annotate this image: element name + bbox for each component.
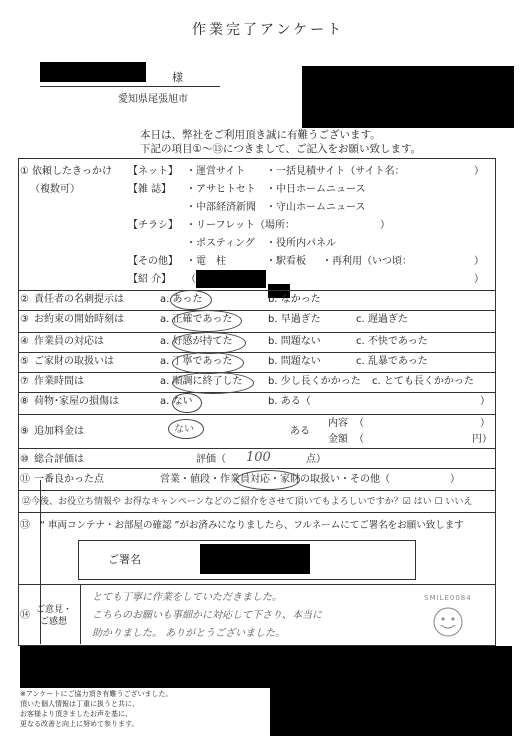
question-number: ④ [20,336,29,347]
q1-label: 依頼したきっかけ [32,166,112,177]
comment-line-2: こちらのお願いも事細かに対応して下さり、本当に [92,610,322,621]
option-a: a. 正確であった [160,314,233,325]
net-option-1: ・運営サイト [186,166,246,177]
option-b: b. なかった [268,294,321,305]
selection-circle [172,372,254,394]
question-label: 作業員の対応は [34,336,104,347]
q10-hyouka: 評価（ [196,454,226,465]
option-c: c. とても長くかかった [372,376,474,387]
row-divider [18,290,495,291]
q11-number: ⑪ [20,474,30,485]
row-divider [18,490,495,491]
intro-line-1: 本日は、弊社をご利用頂き誠に有難うございます。 [140,129,381,141]
row-divider [18,512,495,513]
row-divider [18,352,495,353]
row-divider [18,332,495,333]
other-option-3: ・再利用（いつ頃： [322,256,412,267]
question-label: お約束の開始時刻は [34,314,124,325]
redacted-footer-block-2 [270,688,512,736]
redacted-referral-name [196,270,266,288]
comment-line-1: とても丁寧に作業をしていただきました。 [92,592,282,603]
other-close: ） [474,256,484,267]
option-a: a. 丁寧であった [160,356,233,367]
row-divider [18,448,495,449]
q10-score: 100 [246,450,271,465]
q13-text: “ 車両コンテナ・お部屋の確認 ”がお済みになりましたら、フルネームにてご署名をお願い致します [40,520,464,531]
q9-open-2: （ [354,434,364,445]
smile-stamp-text: SMILE0084 [424,594,472,602]
q9-naiyou: 内容 [328,418,348,429]
q9-aru: ある [290,426,310,437]
selection-circle [236,470,300,490]
q10-ten: 点） [306,454,326,465]
mag-option-4: ・守山ホームニュース [266,202,366,213]
customer-address: 愛知県尾張旭市 [118,94,188,105]
q9-close-2: 円） [472,434,492,445]
q12-text: ⑫今後、お役立ち情報や お得なキャンペーンなどのご紹介をさせて頂いてもよろしいですか？☑ はい ☐ いいえ [22,497,473,507]
flyer-close: ） [380,220,390,231]
other-option-1: ・電 柱 [186,256,226,267]
row-divider [18,414,495,415]
q14-label-1: ご意見・ [36,605,73,615]
other-option-2: ・駅看板 [266,256,306,267]
q11-options: 営業・値段・作業員対応・家財の取扱い・その他（ ） [160,474,460,485]
option-c: c. 乱暴であった [356,356,428,367]
name-underline [40,86,220,87]
net-close: ） [474,166,484,177]
flyer-option-2: ・ポスティング [186,238,255,249]
option-b: b. 問題ない [268,336,321,347]
option-c: c. 不快であった [356,336,428,347]
option-b: b. 少し長くかかった [268,376,361,387]
question-number: ③ [20,314,29,325]
redacted-footer-block [20,646,512,688]
question-label: 荷物･家屋の損傷は [34,396,119,407]
q9-handwritten-none: ない [174,424,194,435]
option-a: a. ない [160,396,193,407]
cat-referral: 【紹 介】 [128,274,172,285]
mag-option-3: ・中部経済新聞 [186,202,256,213]
row-divider [18,310,495,311]
option-a: a. 好感が持てた [160,336,233,347]
row-divider [18,468,495,469]
mag-option-1: ・アサヒトセト [186,184,256,195]
comment-line-3: 助かりました。 ありがとうございました。 [92,628,286,639]
redacted-customer-name [40,62,146,82]
row-divider [18,392,495,393]
selection-circle [172,332,246,354]
q14-number: ⑭ [20,610,30,621]
cat-net: 【ネット】 [128,166,178,177]
q1-sublabel: （複数可） [30,184,80,195]
q9-label: 追加料金は [34,426,84,437]
page-title: 作業完了アンケート [192,22,345,38]
selection-circle [172,310,242,332]
redacted-company-block [302,66,514,128]
q1-number: ① [20,166,29,177]
q9-kingaku: 金額 [328,434,348,445]
option-c: c. 遅過ぎた [356,314,408,325]
honorific: 様 [172,71,183,84]
net-option-2: ・一括見積サイト（サイト名： [266,166,405,177]
question-number: ⑦ [20,376,29,387]
redacted-signature [200,544,310,574]
signature-label: ご署名 [108,553,141,566]
question-number: ⑧ [20,396,29,407]
footer-line-3: お客様より頂きましたお声を基に、 [20,710,132,718]
q11-label: 一番良かった点 [34,474,104,485]
q10-number: ⑩ [20,454,29,465]
option-b: b. 問題ない [268,356,321,367]
referral-close: ） [474,274,484,285]
option-a: a. 順調に終了した [160,376,243,387]
question-number: ⑤ [20,356,29,367]
option-a: a. あった [160,294,203,305]
row-divider [18,584,495,585]
q9-open-1: （ [354,418,364,429]
mag-option-2: ・中日ホームニュース [266,184,366,195]
q9-close-1: ） [480,418,490,429]
footer-line-2: 頂いた個人情報は丁重に扱うと共に、 [20,700,139,708]
intro-line-2: 下記の項目①～⑬につきまして、ご記入をお願い致します。 [140,143,422,155]
q14-label-2: ご感想 [40,617,68,627]
selection-circle [170,290,212,310]
referral-open: （ [186,274,196,285]
comment-divider [80,584,81,644]
selection-circle [172,393,202,413]
option-c: ） [480,396,490,407]
question-label: 責任者の名刺提示は [34,294,124,305]
cat-other: 【その他】 [128,256,178,267]
flyer-option-1: ・リーフレット（場所： [186,220,295,231]
question-label: ご家財の取扱いは [34,356,114,367]
footer-line-1: ※アンケートにご協力頂き有難うございました。 [20,690,173,698]
cat-flyer: 【チラシ】 [128,220,178,231]
cat-magazine: 【雑 誌】 [128,184,172,195]
option-b: b. ある（ [268,396,311,407]
smile-stamp [416,592,480,640]
q9-number: ⑨ [20,426,29,437]
footer-line-4: 更なる改善と向上に努めて参ります。 [20,720,139,728]
question-number: ② [20,294,29,305]
selection-circle [172,352,244,374]
question-label: 作業時間は [34,376,84,387]
row-divider [18,372,495,373]
q13-number: ⑬ [20,520,30,531]
flyer-option-3: ・役所内パネル [266,238,336,249]
selection-circle [168,419,204,439]
q10-label: 総合評価は [34,454,84,465]
option-b: b. 早過ぎた [268,314,321,325]
